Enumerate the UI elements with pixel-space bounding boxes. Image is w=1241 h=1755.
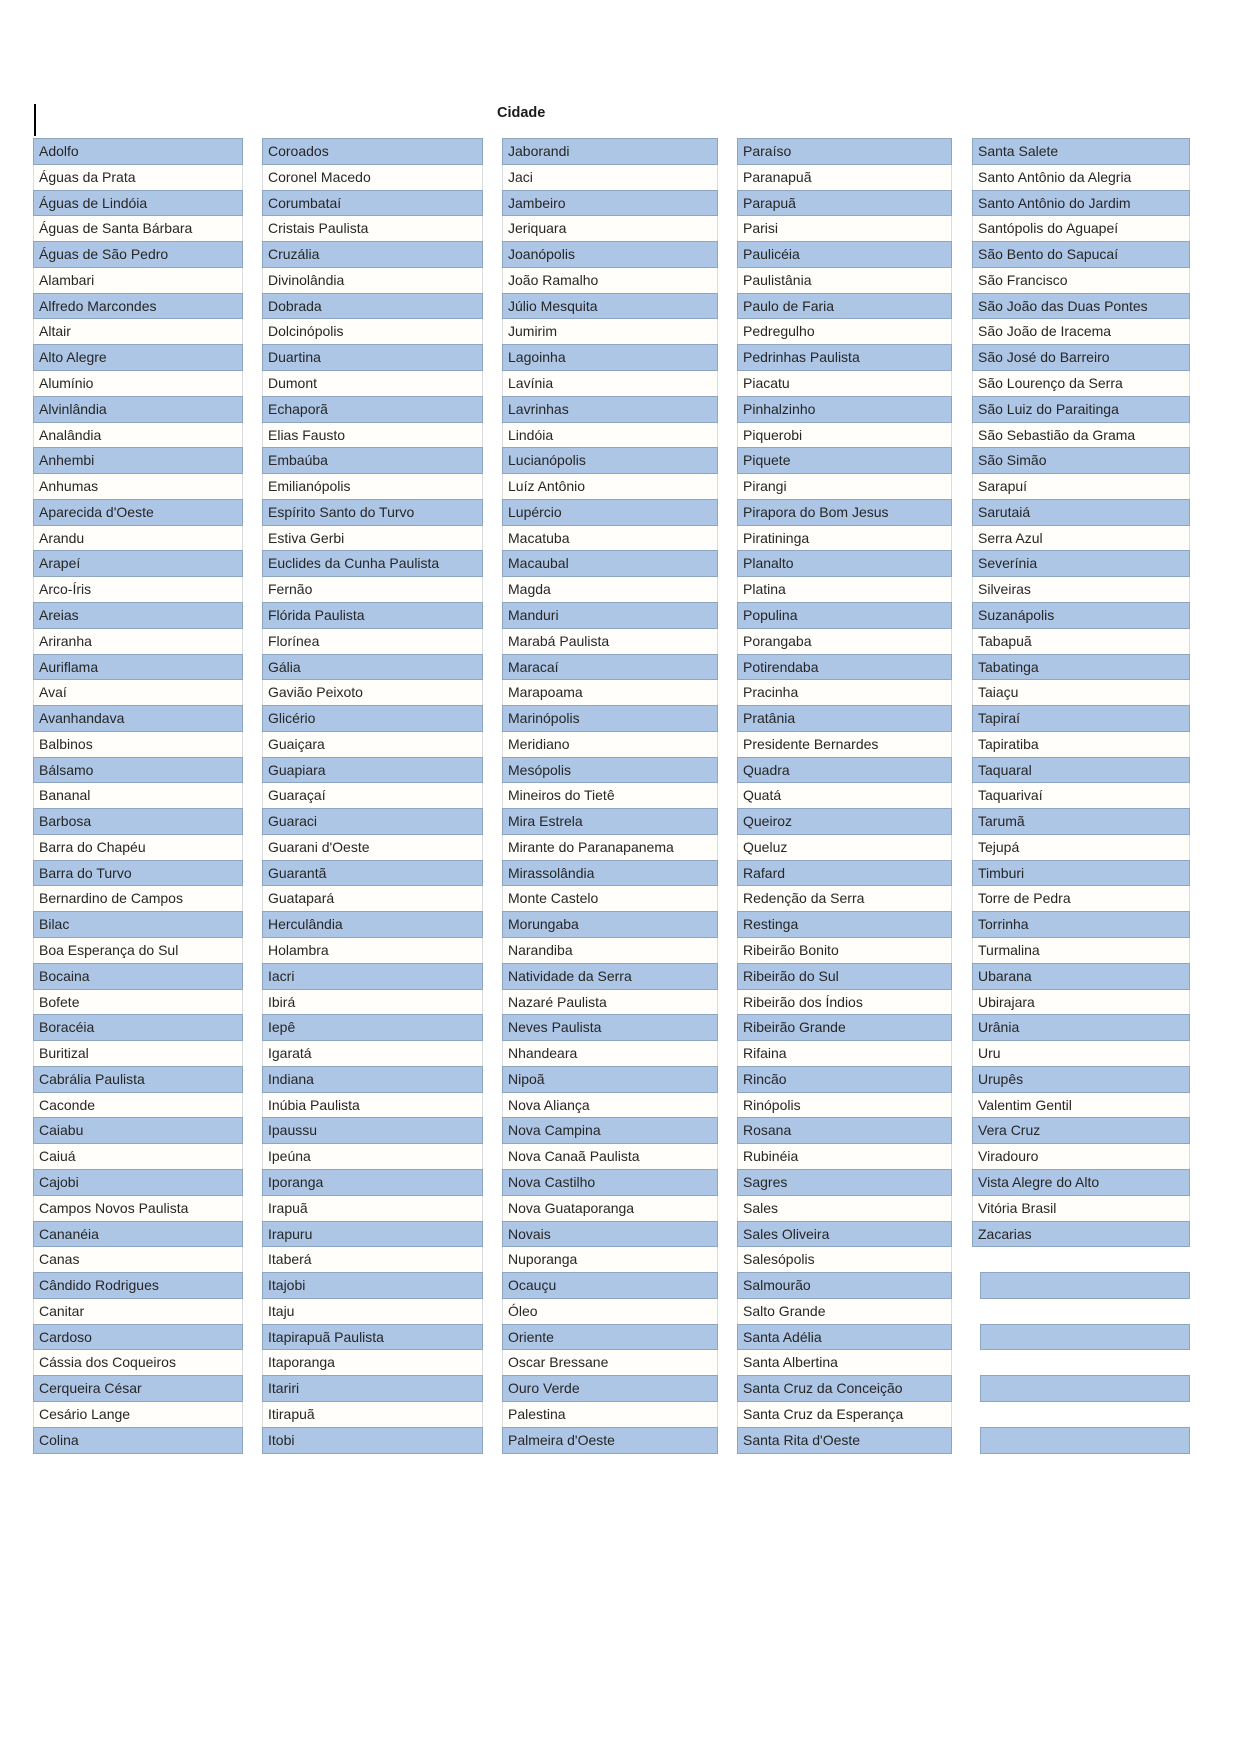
city-cell[interactable]: Cabrália Paulista bbox=[33, 1066, 243, 1093]
city-cell[interactable]: Jaci bbox=[502, 164, 718, 191]
city-cell[interactable]: Itariri bbox=[262, 1375, 483, 1402]
city-cell[interactable]: Joanópolis bbox=[502, 241, 718, 268]
city-cell[interactable]: Narandiba bbox=[502, 937, 718, 964]
city-cell[interactable]: Taiaçu bbox=[972, 679, 1190, 706]
city-cell[interactable]: Vista Alegre do Alto bbox=[972, 1169, 1190, 1196]
city-cell[interactable]: Buritizal bbox=[33, 1040, 243, 1067]
city-cell[interactable]: São Francisco bbox=[972, 267, 1190, 294]
city-cell[interactable]: Salesópolis bbox=[737, 1246, 952, 1273]
city-cell[interactable]: Turmalina bbox=[972, 937, 1190, 964]
city-cell[interactable]: Monte Castelo bbox=[502, 885, 718, 912]
city-cell[interactable]: Anhembi bbox=[33, 447, 243, 474]
city-cell[interactable]: Alumínio bbox=[33, 370, 243, 397]
city-cell[interactable]: Populina bbox=[737, 602, 952, 629]
city-cell[interactable]: Nova Campina bbox=[502, 1117, 718, 1144]
city-cell[interactable]: Rafard bbox=[737, 860, 952, 886]
city-cell[interactable]: Guarani d'Oeste bbox=[262, 834, 483, 861]
city-cell[interactable]: Ibirá bbox=[262, 989, 483, 1015]
city-cell[interactable]: Urânia bbox=[972, 1014, 1190, 1041]
city-cell[interactable]: Ouro Verde bbox=[502, 1375, 718, 1402]
city-cell[interactable]: Herculândia bbox=[262, 911, 483, 938]
city-cell[interactable]: Palestina bbox=[502, 1401, 718, 1428]
city-cell[interactable]: Estiva Gerbi bbox=[262, 525, 483, 551]
city-cell[interactable]: Rubinéia bbox=[737, 1143, 952, 1170]
city-cell[interactable]: São Lourenço da Serra bbox=[972, 370, 1190, 397]
city-cell[interactable]: Sales bbox=[737, 1195, 952, 1222]
city-cell[interactable]: Lupércio bbox=[502, 499, 718, 526]
city-cell[interactable]: Itobi bbox=[262, 1427, 483, 1454]
city-cell[interactable]: Suzanápolis bbox=[972, 602, 1190, 629]
city-cell[interactable]: Macaubal bbox=[502, 550, 718, 577]
city-cell[interactable]: Pinhalzinho bbox=[737, 396, 952, 423]
city-cell[interactable]: Nova Guataporanga bbox=[502, 1195, 718, 1222]
city-cell[interactable]: Taquaral bbox=[972, 757, 1190, 783]
city-cell[interactable]: Marabá Paulista bbox=[502, 628, 718, 655]
city-cell[interactable]: Águas da Prata bbox=[33, 164, 243, 191]
city-cell[interactable]: Bilac bbox=[33, 911, 243, 938]
city-cell[interactable]: Emilianópolis bbox=[262, 473, 483, 500]
city-cell[interactable]: São Luiz do Paraitinga bbox=[972, 396, 1190, 423]
city-cell[interactable]: Paraíso bbox=[737, 138, 952, 165]
city-cell[interactable]: Nova Canaã Paulista bbox=[502, 1143, 718, 1170]
city-cell[interactable]: Flórida Paulista bbox=[262, 602, 483, 629]
city-cell[interactable]: Alambari bbox=[33, 267, 243, 294]
city-cell[interactable]: Santa Cruz da Esperança bbox=[737, 1401, 952, 1428]
city-cell[interactable]: Vitória Brasil bbox=[972, 1195, 1190, 1222]
city-cell[interactable]: Torre de Pedra bbox=[972, 885, 1190, 912]
city-cell[interactable]: Magda bbox=[502, 576, 718, 603]
city-cell[interactable]: Jumirim bbox=[502, 318, 718, 345]
city-cell[interactable]: Jambeiro bbox=[502, 190, 718, 216]
city-cell[interactable]: Nuporanga bbox=[502, 1246, 718, 1273]
city-cell[interactable]: Gália bbox=[262, 654, 483, 680]
city-cell[interactable]: Caconde bbox=[33, 1092, 243, 1118]
city-cell[interactable]: Águas de São Pedro bbox=[33, 241, 243, 268]
text-cursor bbox=[34, 104, 36, 136]
city-cell[interactable]: Iporanga bbox=[262, 1169, 483, 1196]
city-cell[interactable]: Cássia dos Coqueiros bbox=[33, 1349, 243, 1376]
city-cell[interactable]: Dobrada bbox=[262, 293, 483, 319]
city-cell[interactable]: Itapirapuã Paulista bbox=[262, 1324, 483, 1350]
city-cell[interactable]: Salmourão bbox=[737, 1272, 952, 1299]
city-cell[interactable]: Águas de Santa Bárbara bbox=[33, 215, 243, 242]
city-cell[interactable]: Quadra bbox=[737, 757, 952, 783]
city-cell[interactable]: Alfredo Marcondes bbox=[33, 293, 243, 319]
city-cell[interactable]: Boracéia bbox=[33, 1014, 243, 1041]
city-cell[interactable]: Dolcinópolis bbox=[262, 318, 483, 345]
city-cell[interactable]: Lavínia bbox=[502, 370, 718, 397]
city-cell[interactable]: Bananal bbox=[33, 782, 243, 809]
city-cell[interactable]: Quatá bbox=[737, 782, 952, 809]
city-cell[interactable]: Paranapuã bbox=[737, 164, 952, 191]
city-cell[interactable]: Rosana bbox=[737, 1117, 952, 1144]
city-cell[interactable]: Ubarana bbox=[972, 963, 1190, 990]
city-cell[interactable]: Ribeirão do Sul bbox=[737, 963, 952, 990]
city-cell[interactable]: Corumbataí bbox=[262, 190, 483, 216]
city-cell[interactable]: Bofete bbox=[33, 989, 243, 1015]
city-cell[interactable]: Rincão bbox=[737, 1066, 952, 1093]
city-cell[interactable]: Dumont bbox=[262, 370, 483, 397]
city-cell[interactable]: Avanhandava bbox=[33, 705, 243, 732]
city-cell[interactable]: Pracinha bbox=[737, 679, 952, 706]
empty-cell[interactable] bbox=[980, 1272, 1190, 1299]
city-cell[interactable]: Piquete bbox=[737, 447, 952, 474]
city-cell[interactable]: Elias Fausto bbox=[262, 422, 483, 448]
city-cell[interactable]: Canas bbox=[33, 1246, 243, 1273]
city-cell[interactable]: Marinópolis bbox=[502, 705, 718, 732]
city-cell[interactable]: Lindóia bbox=[502, 422, 718, 448]
city-cell[interactable]: Ocauçu bbox=[502, 1272, 718, 1299]
city-cell[interactable]: Fernão bbox=[262, 576, 483, 603]
column-header-cidade: Cidade bbox=[497, 105, 546, 121]
city-cell[interactable]: Tapiraí bbox=[972, 705, 1190, 732]
empty-cell[interactable] bbox=[980, 1324, 1190, 1350]
city-cell[interactable]: Vera Cruz bbox=[972, 1117, 1190, 1144]
city-cell[interactable]: Sagres bbox=[737, 1169, 952, 1196]
city-cell[interactable]: Meridiano bbox=[502, 731, 718, 758]
city-cell[interactable]: Florínea bbox=[262, 628, 483, 655]
city-cell[interactable]: Lavrinhas bbox=[502, 396, 718, 423]
city-cell[interactable]: Boa Esperança do Sul bbox=[33, 937, 243, 964]
city-cell[interactable]: Rifaina bbox=[737, 1040, 952, 1067]
city-cell[interactable]: Santo Antônio da Alegria bbox=[972, 164, 1190, 191]
city-cell[interactable]: Torrinha bbox=[972, 911, 1190, 938]
city-cell[interactable]: Ribeirão Grande bbox=[737, 1014, 952, 1041]
city-cell[interactable]: Alvinlândia bbox=[33, 396, 243, 423]
city-cell[interactable]: Colina bbox=[33, 1427, 243, 1454]
city-cell[interactable]: Altair bbox=[33, 318, 243, 345]
city-cell[interactable]: Redenção da Serra bbox=[737, 885, 952, 912]
city-cell[interactable]: Nipoã bbox=[502, 1066, 718, 1093]
city-cell[interactable]: Parisi bbox=[737, 215, 952, 242]
city-cell[interactable]: Balbinos bbox=[33, 731, 243, 758]
city-cell[interactable]: Guarantã bbox=[262, 860, 483, 886]
city-cell[interactable]: Óleo bbox=[502, 1298, 718, 1325]
city-cell[interactable]: Bocaina bbox=[33, 963, 243, 990]
city-cell[interactable]: Santa Albertina bbox=[737, 1349, 952, 1376]
city-cell[interactable]: Tabatinga bbox=[972, 654, 1190, 680]
city-cell[interactable]: Tapiratiba bbox=[972, 731, 1190, 758]
city-cell[interactable]: Indiana bbox=[262, 1066, 483, 1093]
city-cell[interactable]: Cajobi bbox=[33, 1169, 243, 1196]
city-cell[interactable]: Sarutaiá bbox=[972, 499, 1190, 526]
city-cell[interactable]: Lagoinha bbox=[502, 344, 718, 371]
city-cell[interactable]: Guaraçaí bbox=[262, 782, 483, 809]
city-cell[interactable]: Ariranha bbox=[33, 628, 243, 655]
city-cell[interactable]: Oriente bbox=[502, 1324, 718, 1350]
city-cell[interactable]: Tejupá bbox=[972, 834, 1190, 861]
city-cell[interactable]: Urupês bbox=[972, 1066, 1190, 1093]
city-cell[interactable]: Cesário Lange bbox=[33, 1401, 243, 1428]
city-cell[interactable]: Viradouro bbox=[972, 1143, 1190, 1170]
city-cell[interactable]: Mesópolis bbox=[502, 757, 718, 783]
city-cell[interactable]: São Sebastião da Grama bbox=[972, 422, 1190, 448]
city-cell[interactable]: Santa Cruz da Conceição bbox=[737, 1375, 952, 1402]
city-cell[interactable]: Itajobi bbox=[262, 1272, 483, 1299]
city-cell[interactable]: Piratininga bbox=[737, 525, 952, 551]
city-cell[interactable]: Palmeira d'Oeste bbox=[502, 1427, 718, 1454]
city-cell[interactable]: Parapuã bbox=[737, 190, 952, 216]
city-cell[interactable]: Ribeirão dos Índios bbox=[737, 989, 952, 1015]
city-cell[interactable]: Pirapora do Bom Jesus bbox=[737, 499, 952, 526]
city-cell[interactable]: Mirassolândia bbox=[502, 860, 718, 886]
city-cell[interactable]: Nova Aliança bbox=[502, 1092, 718, 1118]
city-cell[interactable]: Alto Alegre bbox=[33, 344, 243, 371]
city-cell[interactable]: Paulistânia bbox=[737, 267, 952, 294]
city-cell[interactable]: Cananéia bbox=[33, 1221, 243, 1247]
city-cell[interactable]: Salto Grande bbox=[737, 1298, 952, 1325]
city-cell[interactable]: Potirendaba bbox=[737, 654, 952, 680]
city-cell[interactable]: Aparecida d'Oeste bbox=[33, 499, 243, 526]
city-cell[interactable]: Novais bbox=[502, 1221, 718, 1247]
city-cell[interactable]: São João de Iracema bbox=[972, 318, 1190, 345]
city-cell[interactable]: Piacatu bbox=[737, 370, 952, 397]
city-cell[interactable]: Gavião Peixoto bbox=[262, 679, 483, 706]
city-cell[interactable]: Nazaré Paulista bbox=[502, 989, 718, 1015]
city-cell[interactable]: Paulicéia bbox=[737, 241, 952, 268]
city-cell[interactable]: Arco-Íris bbox=[33, 576, 243, 603]
city-cell[interactable]: Euclides da Cunha Paulista bbox=[262, 550, 483, 577]
city-cell[interactable]: Severínia bbox=[972, 550, 1190, 577]
city-cell[interactable]: Jeriquara bbox=[502, 215, 718, 242]
city-cell[interactable]: Sales Oliveira bbox=[737, 1221, 952, 1247]
city-cell[interactable]: Coronel Macedo bbox=[262, 164, 483, 191]
city-cell[interactable]: Jaborandi bbox=[502, 138, 718, 165]
city-cell[interactable]: Piquerobi bbox=[737, 422, 952, 448]
city-cell[interactable]: Taquarivaí bbox=[972, 782, 1190, 809]
city-cell[interactable]: Irapuru bbox=[262, 1221, 483, 1247]
city-cell[interactable]: Mira Estrela bbox=[502, 808, 718, 835]
empty-cell[interactable] bbox=[980, 1427, 1190, 1454]
city-cell[interactable]: Iacri bbox=[262, 963, 483, 990]
city-cell[interactable]: Timburi bbox=[972, 860, 1190, 886]
city-cell[interactable]: Pedrinhas Paulista bbox=[737, 344, 952, 371]
city-cell[interactable]: Itirapuã bbox=[262, 1401, 483, 1428]
city-cell[interactable]: Ipeúna bbox=[262, 1143, 483, 1170]
city-cell[interactable]: Planalto bbox=[737, 550, 952, 577]
city-cell[interactable]: Analândia bbox=[33, 422, 243, 448]
city-cell[interactable]: Auriflama bbox=[33, 654, 243, 680]
city-cell[interactable]: Porangaba bbox=[737, 628, 952, 655]
city-cell[interactable]: Caiuá bbox=[33, 1143, 243, 1170]
city-cell[interactable]: Cruzália bbox=[262, 241, 483, 268]
city-cell[interactable]: João Ramalho bbox=[502, 267, 718, 294]
city-cell[interactable]: Maracaí bbox=[502, 654, 718, 680]
city-cell[interactable]: Campos Novos Paulista bbox=[33, 1195, 243, 1222]
city-cell[interactable]: Ubirajara bbox=[972, 989, 1190, 1015]
city-cell[interactable]: Barra do Chapéu bbox=[33, 834, 243, 861]
city-cell[interactable]: Neves Paulista bbox=[502, 1014, 718, 1041]
city-cell[interactable]: Queiroz bbox=[737, 808, 952, 835]
city-cell[interactable]: Cândido Rodrigues bbox=[33, 1272, 243, 1299]
city-cell[interactable]: Macatuba bbox=[502, 525, 718, 551]
city-cell[interactable]: Luíz Antônio bbox=[502, 473, 718, 500]
city-cell[interactable]: Santa Rita d'Oeste bbox=[737, 1427, 952, 1454]
city-cell[interactable]: Cerqueira César bbox=[33, 1375, 243, 1402]
city-cell[interactable]: Coroados bbox=[262, 138, 483, 165]
city-cell[interactable]: Caiabu bbox=[33, 1117, 243, 1144]
city-cell[interactable]: Uru bbox=[972, 1040, 1190, 1067]
city-cell[interactable]: São José do Barreiro bbox=[972, 344, 1190, 371]
city-cell[interactable]: Nhandeara bbox=[502, 1040, 718, 1067]
city-cell[interactable]: Platina bbox=[737, 576, 952, 603]
city-cell[interactable]: Paulo de Faria bbox=[737, 293, 952, 319]
city-cell[interactable]: Cristais Paulista bbox=[262, 215, 483, 242]
city-cell[interactable]: Bálsamo bbox=[33, 757, 243, 783]
city-cell[interactable]: Arapeí bbox=[33, 550, 243, 577]
city-cell[interactable]: Tabapuã bbox=[972, 628, 1190, 655]
city-cell[interactable]: Guaiçara bbox=[262, 731, 483, 758]
city-cell[interactable]: Guapiara bbox=[262, 757, 483, 783]
city-cell[interactable]: Restinga bbox=[737, 911, 952, 938]
city-cell[interactable]: Duartina bbox=[262, 344, 483, 371]
city-cell[interactable]: Arandu bbox=[33, 525, 243, 551]
city-cell[interactable]: Valentim Gentil bbox=[972, 1092, 1190, 1118]
city-cell[interactable]: Pratânia bbox=[737, 705, 952, 732]
city-cell[interactable]: Águas de Lindóia bbox=[33, 190, 243, 216]
city-cell[interactable]: São João das Duas Pontes bbox=[972, 293, 1190, 319]
city-cell[interactable]: Irapuã bbox=[262, 1195, 483, 1222]
city-cell[interactable]: Ipaussu bbox=[262, 1117, 483, 1144]
empty-cell[interactable] bbox=[980, 1375, 1190, 1402]
city-cell[interactable]: Pedregulho bbox=[737, 318, 952, 345]
city-cell[interactable]: Júlio Mesquita bbox=[502, 293, 718, 319]
city-cell[interactable]: Natividade da Serra bbox=[502, 963, 718, 990]
city-cell[interactable]: Presidente Bernardes bbox=[737, 731, 952, 758]
city-cell[interactable]: Avaí bbox=[33, 679, 243, 706]
city-cell[interactable]: Areias bbox=[33, 602, 243, 629]
city-cell[interactable]: Espírito Santo do Turvo bbox=[262, 499, 483, 526]
city-cell[interactable]: Inúbia Paulista bbox=[262, 1092, 483, 1118]
city-cell[interactable]: Santópolis do Aguapeí bbox=[972, 215, 1190, 242]
city-cell[interactable]: Holambra bbox=[262, 937, 483, 964]
city-cell[interactable]: Rinópolis bbox=[737, 1092, 952, 1118]
city-cell[interactable]: Barra do Turvo bbox=[33, 860, 243, 886]
city-cell[interactable]: Nova Castilho bbox=[502, 1169, 718, 1196]
city-cell[interactable]: Anhumas bbox=[33, 473, 243, 500]
city-cell[interactable]: Oscar Bressane bbox=[502, 1349, 718, 1376]
city-cell[interactable]: Manduri bbox=[502, 602, 718, 629]
city-cell[interactable]: Mirante do Paranapanema bbox=[502, 834, 718, 861]
city-cell[interactable]: Echaporã bbox=[262, 396, 483, 423]
city-cell[interactable]: Sarapuí bbox=[972, 473, 1190, 500]
city-cell[interactable]: Iepê bbox=[262, 1014, 483, 1041]
city-cell[interactable]: Guatapará bbox=[262, 885, 483, 912]
city-cell[interactable]: Glicério bbox=[262, 705, 483, 732]
city-cell[interactable]: Mineiros do Tietê bbox=[502, 782, 718, 809]
city-cell[interactable]: Divinolândia bbox=[262, 267, 483, 294]
city-cell[interactable]: Itaberá bbox=[262, 1246, 483, 1273]
city-cell[interactable]: Santo Antônio do Jardim bbox=[972, 190, 1190, 216]
city-cell[interactable]: Guaraci bbox=[262, 808, 483, 835]
city-cell[interactable]: Pirangi bbox=[737, 473, 952, 500]
city-cell[interactable]: Canitar bbox=[33, 1298, 243, 1325]
city-cell[interactable]: Embaúba bbox=[262, 447, 483, 474]
city-cell[interactable]: Barbosa bbox=[33, 808, 243, 835]
city-cell[interactable]: São Simão bbox=[972, 447, 1190, 474]
city-cell[interactable]: Lucianópolis bbox=[502, 447, 718, 474]
city-cell[interactable]: Tarumã bbox=[972, 808, 1190, 835]
city-cell[interactable]: Adolfo bbox=[33, 138, 243, 165]
city-cell[interactable]: São Bento do Sapucaí bbox=[972, 241, 1190, 268]
city-cell[interactable]: Itaju bbox=[262, 1298, 483, 1325]
city-cell[interactable]: Morungaba bbox=[502, 911, 718, 938]
city-cell[interactable]: Zacarias bbox=[972, 1221, 1190, 1247]
city-cell[interactable]: Queluz bbox=[737, 834, 952, 861]
city-cell[interactable]: Bernardino de Campos bbox=[33, 885, 243, 912]
city-cell[interactable]: Santa Salete bbox=[972, 138, 1190, 165]
city-cell[interactable]: Cardoso bbox=[33, 1324, 243, 1350]
city-cell[interactable]: Silveiras bbox=[972, 576, 1190, 603]
city-cell[interactable]: Santa Adélia bbox=[737, 1324, 952, 1350]
city-cell[interactable]: Itaporanga bbox=[262, 1349, 483, 1376]
city-cell[interactable]: Marapoama bbox=[502, 679, 718, 706]
city-cell[interactable]: Igaratá bbox=[262, 1040, 483, 1067]
city-cell[interactable]: Serra Azul bbox=[972, 525, 1190, 551]
city-cell[interactable]: Ribeirão Bonito bbox=[737, 937, 952, 964]
